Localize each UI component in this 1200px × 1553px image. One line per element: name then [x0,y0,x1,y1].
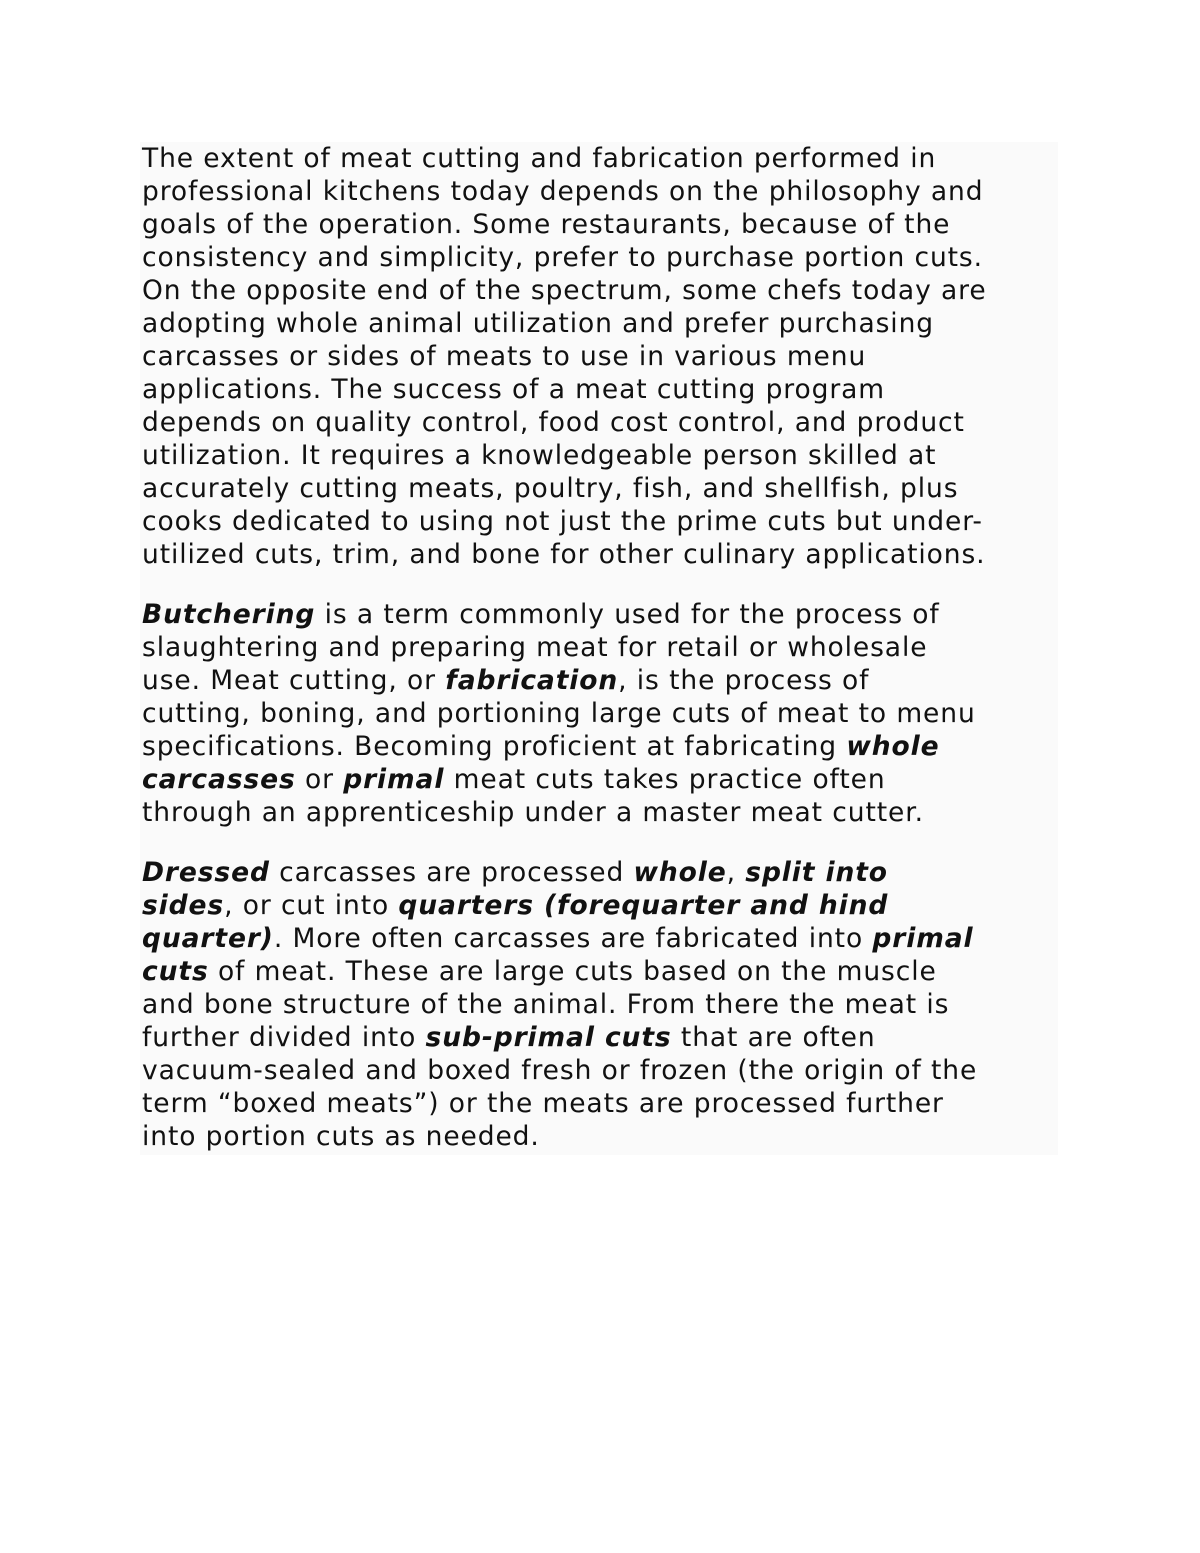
text-line [142,241,1058,274]
text-line [142,730,1058,763]
text-line [142,922,1058,955]
text-line [142,307,1058,340]
text-run: depends on quality control, food cost control, and product [142,407,965,438]
text-line [142,988,1058,1021]
text-line [142,889,1058,922]
text-run: further divided into [142,1022,426,1053]
emphasized-term: quarter) [142,923,274,954]
text-run: goals of the operation. Some restaurants, because of the [142,209,951,240]
text-run: meat cuts takes practice often [444,764,886,795]
text-run: applications. The success of a meat cutting program [142,374,885,405]
paragraph [142,856,1058,1153]
text-run: slaughtering and preparing meat for retail or wholesale [142,632,928,663]
text-run: , [726,857,746,888]
emphasized-term: whole [846,731,940,762]
text-line [142,664,1058,697]
text-line [142,796,1058,829]
paragraph [142,598,1058,829]
text-line [142,439,1058,472]
emphasized-term: whole [633,857,727,888]
text-line [142,472,1058,505]
text-line [142,598,1058,631]
text-line [142,142,1058,175]
text-line [142,697,1058,730]
text-run: The extent of meat cutting and fabrication performed in [142,143,937,174]
text-run: that are often [671,1022,876,1053]
text-run: consistency and simplicity, prefer to purchase portion cuts. [142,242,983,273]
emphasized-term: Butchering [142,599,316,630]
text-line [142,1054,1058,1087]
text-run: , or cut into [224,890,399,921]
text-run: of meat. These are large cuts based on the muscle [208,956,937,987]
text-run: and bone structure of the animal. From there the meat is [142,989,950,1020]
emphasized-term: primal [343,764,445,795]
text-run: use. Meat cutting, or [142,665,446,696]
text-line [142,1120,1058,1153]
text-line [142,274,1058,307]
text-line [142,1021,1058,1054]
emphasized-term: carcasses [142,764,296,795]
text-line [142,856,1058,889]
text-run: , is the process of [618,665,870,696]
text-run: On the opposite end of the spectrum, some chefs today are [142,275,987,306]
text-body [140,142,1058,1155]
text-run: carcasses or sides of meats to use in various menu [142,341,867,372]
text-run: accurately cutting meats, poultry, fish, and shellfish, plus [142,473,959,504]
text-line [142,955,1058,988]
text-run: adopting whole animal utilization and prefer purchasing [142,308,934,339]
text-run: carcasses are processed [269,857,634,888]
text-line [142,340,1058,373]
text-line [142,763,1058,796]
emphasized-term: split into [745,857,888,888]
text-run: utilization. It requires a knowledgeable person skilled at [142,440,937,471]
emphasized-term: primal [872,923,974,954]
text-line [142,406,1058,439]
text-run: professional kitchens today depends on the philosophy and [142,176,984,207]
text-run: into portion cuts as needed. [142,1121,540,1152]
text-line [142,1087,1058,1120]
text-run: utilized cuts, trim, and bone for other culinary applications. [142,539,986,570]
text-run: specifications. Becoming proficient at fabricating [142,731,847,762]
emphasized-term: sub-primal cuts [425,1022,672,1053]
text-line [142,175,1058,208]
text-run: through an apprenticeship under a master meat cutter. [142,797,924,828]
text-line [142,208,1058,241]
emphasized-term: cuts [142,956,209,987]
text-run: is a term commonly used for the process of [315,599,940,630]
text-line [142,373,1058,406]
emphasized-term: fabrication [445,665,619,696]
emphasized-term: quarters (forequarter and hind [398,890,889,921]
text-line [142,538,1058,571]
text-run: . More often carcasses are fabricated into [273,923,873,954]
emphasized-term: Dressed [142,857,270,888]
text-run: cooks dedicated to using not just the prime cuts but under- [142,506,983,537]
text-run: or [295,764,344,795]
text-run: vacuum-sealed and boxed fresh or frozen (the origin of the [142,1055,978,1086]
text-line [142,505,1058,538]
text-run: cutting, boning, and portioning large cuts of meat to menu [142,698,976,729]
paragraph [142,142,1058,571]
text-line [142,631,1058,664]
text-run: term “boxed meats”) or the meats are processed further [142,1088,944,1119]
emphasized-term: sides [142,890,225,921]
